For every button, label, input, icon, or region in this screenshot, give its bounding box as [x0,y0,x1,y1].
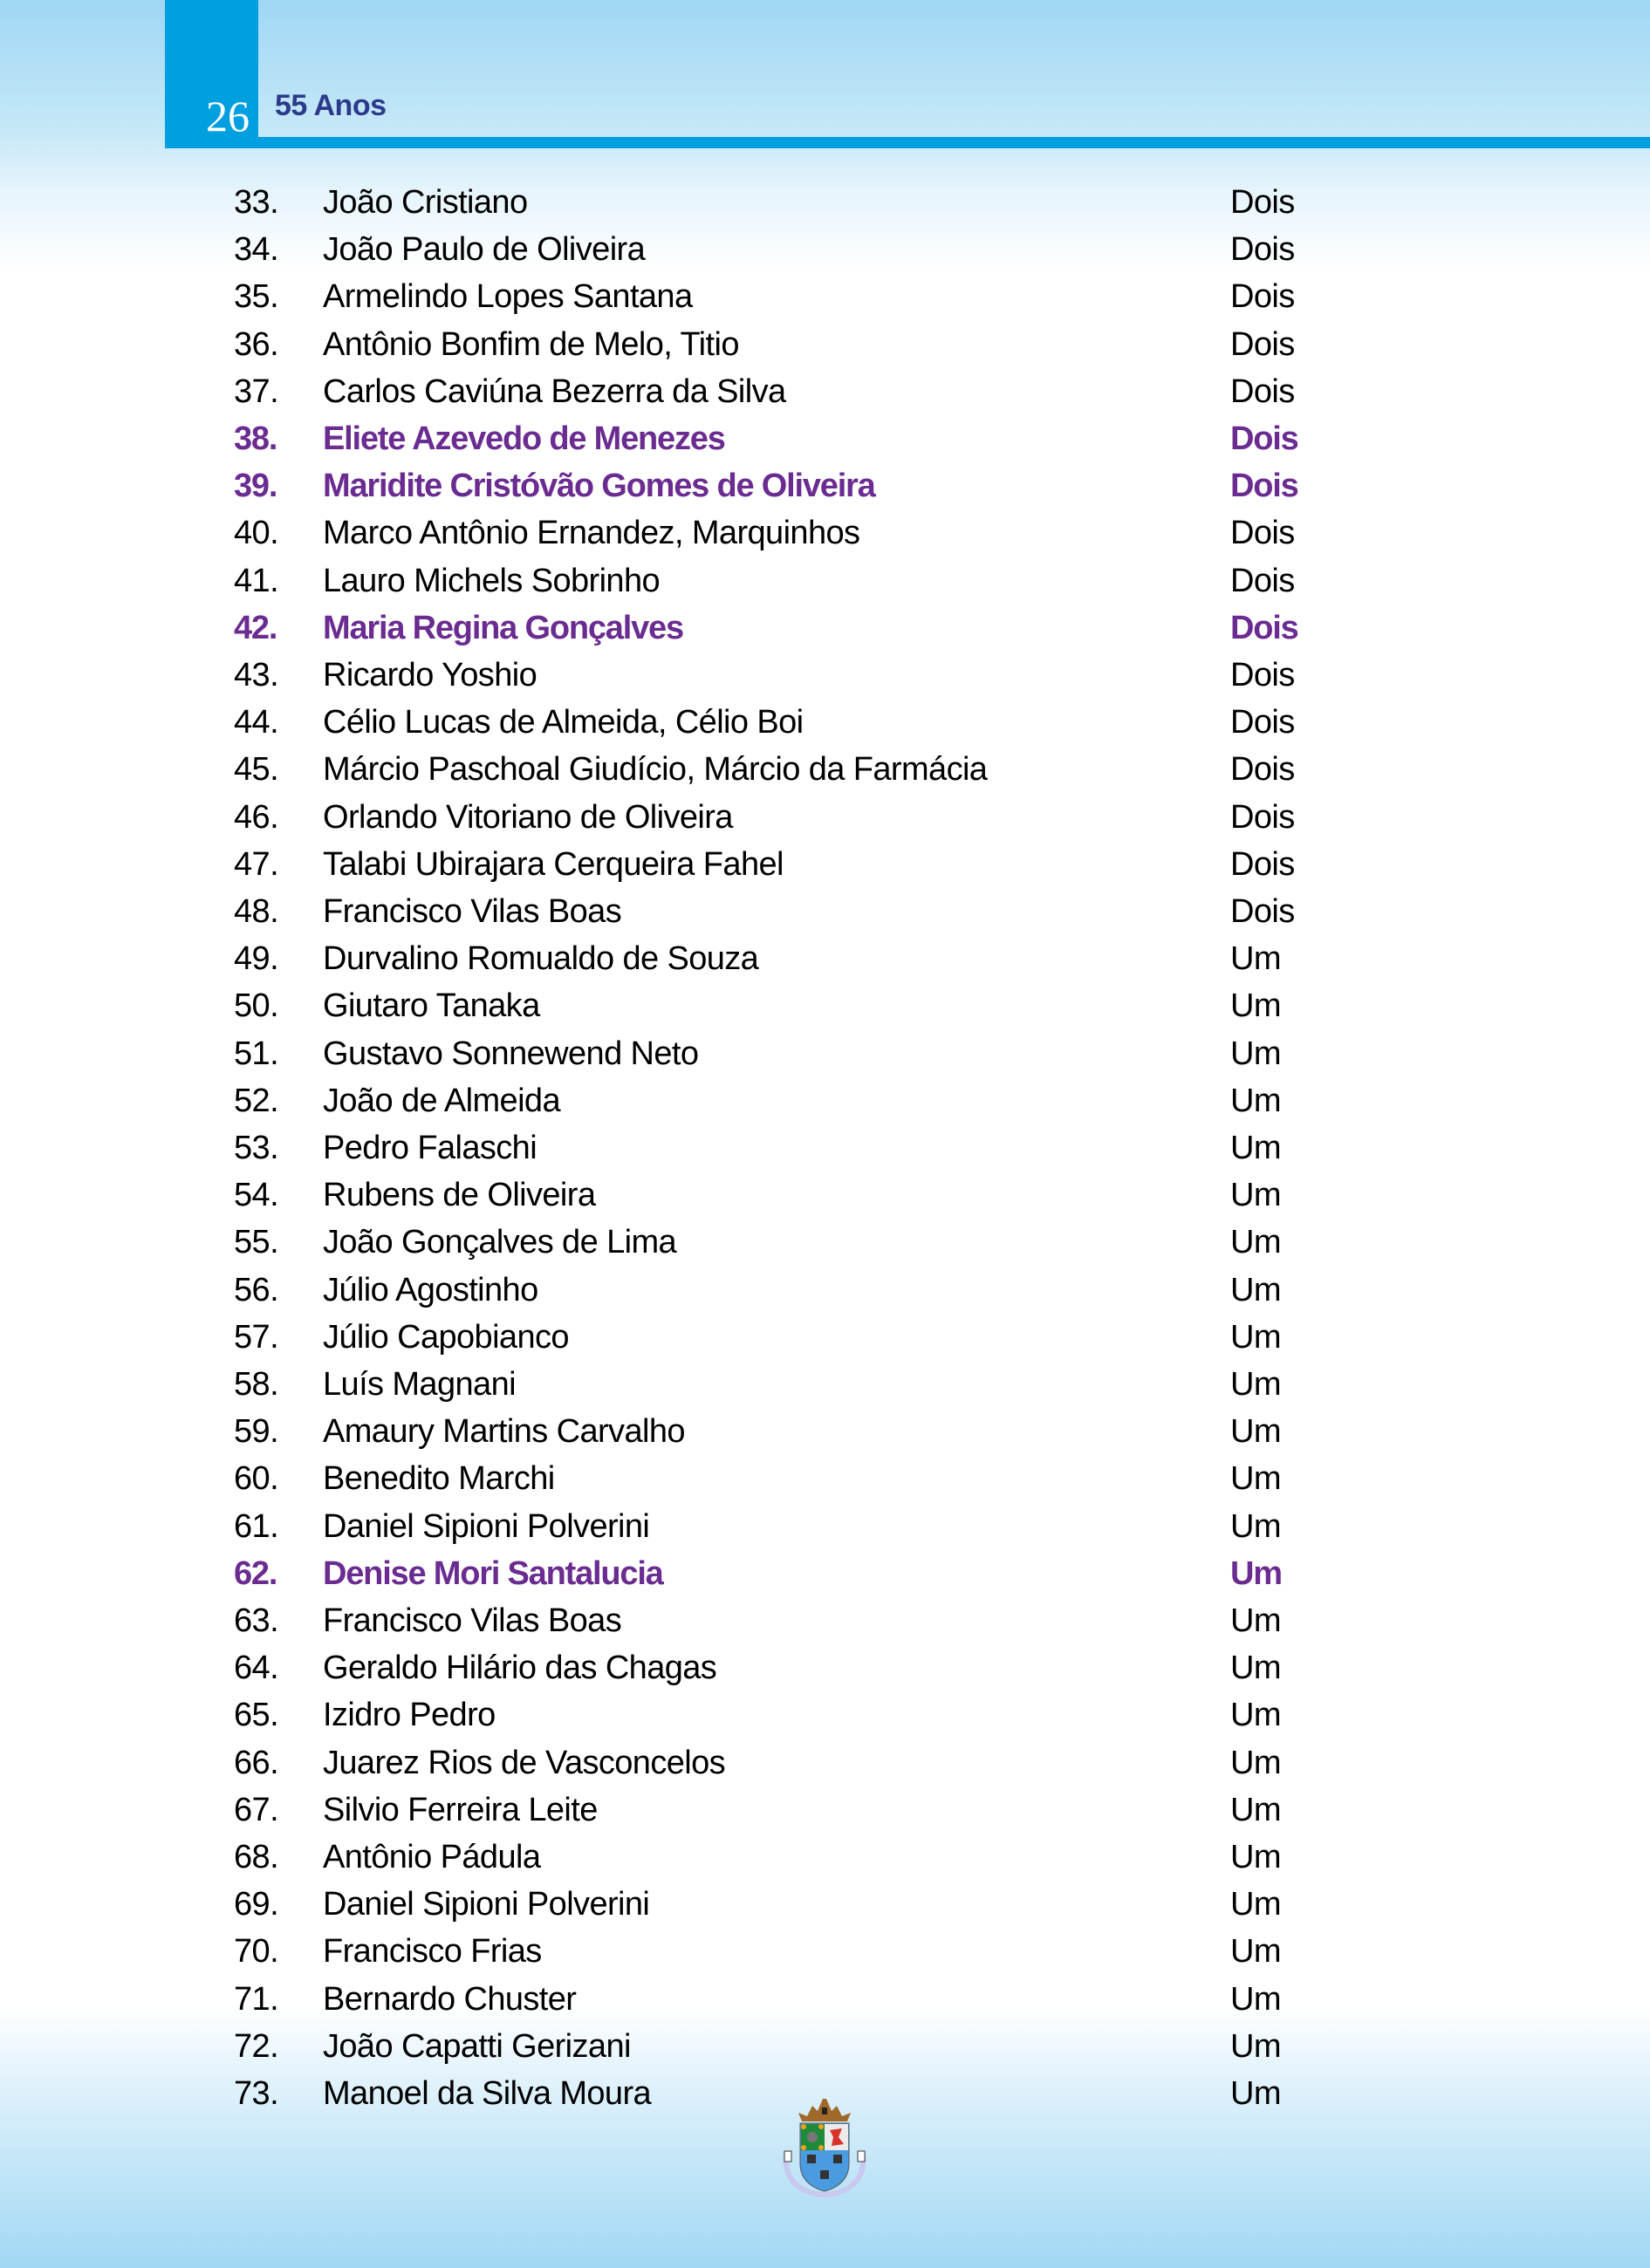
list-item [0,1314,1650,1361]
item-number: 63. [234,1602,279,1639]
item-number: 37. [234,372,279,410]
item-count: Dois [1230,845,1295,883]
item-number: 49. [234,940,279,978]
item-number: 46. [234,798,279,836]
item-name: Márcio Paschoal Giudício, Márcio da Farmácia [323,751,988,789]
item-name: Izidro Pedro [323,1697,496,1734]
item-number: 65. [234,1697,279,1734]
item-number: 42. [234,609,277,646]
item-count: Dois [1230,798,1295,836]
list-item [0,1976,1650,2023]
list-item [0,1691,1650,1739]
item-count: Dois [1230,420,1298,457]
list-item [0,1739,1650,1786]
list-item [0,652,1650,699]
item-count: Um [1230,1130,1281,1166]
item-count: Um [1230,1980,1281,2018]
list-item [0,226,1650,273]
item-name: Carlos Caviúna Bezerra da Silva [323,372,786,410]
item-name: Juarez Rios de Vasconcelos [323,1744,726,1781]
item-name: Daniel Sipioni Polverini [323,1886,650,1923]
item-count: Dois [1230,704,1295,741]
item-count: Um [1230,1650,1281,1687]
item-number: 45. [234,751,279,789]
item-name: Giutaro Tanaka [323,987,540,1025]
item-count: Dois [1230,184,1295,221]
item-number: 50. [234,987,279,1025]
item-count: Um [1230,1602,1281,1639]
item-name: Rubens de Oliveira [323,1177,596,1214]
item-count: Um [1230,1224,1281,1261]
item-name: Silvio Ferreira Leite [323,1791,598,1828]
item-number: 48. [234,893,279,930]
page-number: 26 [206,92,250,140]
item-count: Um [1230,1177,1281,1214]
list-item [0,1881,1650,1928]
item-count: Dois [1230,278,1295,316]
item-number: 59. [234,1413,279,1451]
item-count: Um [1230,1933,1281,1971]
item-number: 62. [234,1554,277,1592]
list-item [0,1786,1650,1834]
item-number: 53. [234,1130,279,1166]
list-item [0,1077,1650,1124]
item-number: 43. [234,657,279,693]
item-name: Marco Antônio Ernandez, Marquinhos [323,515,860,552]
list-item [0,557,1650,605]
item-name: João Capatti Gerizani [323,2027,631,2065]
item-count: Um [1230,1035,1281,1072]
list-item [0,746,1650,793]
item-name: Durvalino Romualdo de Souza [323,940,759,978]
list-item [0,2023,1650,2070]
list-item [0,1124,1650,1172]
item-name: João de Almeida [323,1082,560,1119]
list-item-highlighted [0,462,1650,509]
item-number: 55. [234,1224,279,1261]
item-name: Geraldo Hilário das Chagas [323,1650,717,1687]
item-count: Um [1230,1271,1281,1308]
item-count: Um [1230,1744,1281,1781]
item-name: Luís Magnani [323,1366,516,1403]
item-name: Armelindo Lopes Santana [323,278,693,316]
item-count: Um [1230,1366,1281,1403]
item-number: 52. [234,1082,279,1119]
list-item [0,1361,1650,1408]
item-name: Francisco Vilas Boas [323,1602,622,1639]
list-item [0,1172,1650,1219]
item-number: 73. [234,2075,279,2112]
list-item-highlighted [0,1550,1650,1597]
item-name: Daniel Sipioni Polverini [323,1507,650,1545]
list-item [0,888,1650,935]
item-name: Denise Mori Santalucia [323,1554,663,1592]
list-item [0,273,1650,320]
item-number: 60. [234,1460,279,1498]
item-number: 47. [234,845,279,883]
item-number: 72. [234,2027,279,2065]
item-count: Dois [1230,231,1295,269]
item-name: Antônio Bonfim de Melo, Titio [323,325,739,363]
item-count: Dois [1230,468,1298,505]
list-item [0,1644,1650,1691]
item-name: Francisco Vilas Boas [323,893,622,930]
item-name: Maria Regina Gonçalves [323,609,683,646]
list-item [0,1597,1650,1644]
item-number: 57. [234,1318,279,1356]
item-number: 38. [234,420,277,457]
item-number: 35. [234,278,279,316]
list-item [0,1834,1650,1881]
item-number: 34. [234,231,279,269]
item-count: Dois [1230,515,1295,552]
item-count: Dois [1230,751,1295,789]
item-count: Um [1230,987,1281,1025]
list-item [0,935,1650,982]
item-name: Maridite Cristóvão Gomes de Oliveira [323,468,875,505]
item-count: Um [1230,1791,1281,1828]
item-name: João Paulo de Oliveira [323,231,646,269]
item-name: Júlio Capobianco [323,1318,569,1356]
list-item [0,1928,1650,1975]
list-item [0,1030,1650,1077]
item-number: 51. [234,1035,279,1072]
list-item [0,699,1650,746]
list-item [0,1408,1650,1455]
item-number: 69. [234,1886,279,1923]
item-name: Manoel da Silva Moura [323,2075,652,2112]
item-name: Bernardo Chuster [323,1980,577,2018]
list-item [0,368,1650,415]
running-header-title: 55 Anos [275,89,387,122]
coat-of-arms-icon [781,2094,868,2203]
item-count: Dois [1230,562,1295,599]
item-name: Célio Lucas de Almeida, Célio Boi [323,704,804,741]
item-name: Orlando Vitoriano de Oliveira [323,798,733,836]
item-number: 33. [234,184,279,221]
item-count: Um [1230,1460,1281,1498]
item-name: Ricardo Yoshio [323,657,537,693]
list-item-highlighted [0,605,1650,652]
item-name: Benedito Marchi [323,1460,555,1498]
item-count: Um [1230,1886,1281,1923]
item-count: Um [1230,2075,1281,2112]
item-count: Dois [1230,609,1298,646]
item-count: Dois [1230,372,1295,410]
item-name: Talabi Ubirajara Cerqueira Fahel [323,845,784,883]
list-item [0,321,1650,368]
item-number: 54. [234,1177,279,1214]
item-count: Um [1230,1413,1281,1451]
item-count: Um [1230,940,1281,978]
item-count: Um [1230,1697,1281,1734]
item-number: 71. [234,1980,279,2018]
list-item [0,1219,1650,1266]
list-item [0,841,1650,888]
item-number: 36. [234,325,279,363]
item-number: 56. [234,1271,279,1308]
list-item [0,179,1650,226]
item-number: 70. [234,1933,279,1971]
list-item [0,794,1650,841]
item-count: Um [1230,1318,1281,1356]
item-number: 58. [234,1366,279,1403]
item-name: Amaury Martins Carvalho [323,1413,685,1451]
item-name: Antônio Pádula [323,1839,541,1875]
item-name: Pedro Falaschi [323,1130,537,1166]
item-count: Dois [1230,325,1295,363]
item-number: 41. [234,562,279,599]
item-number: 66. [234,1744,279,1781]
item-name: João Cristiano [323,184,528,221]
item-name: Gustavo Sonnewend Neto [323,1035,699,1072]
page-number-box [165,0,258,148]
item-number: 67. [234,1791,279,1828]
item-number: 44. [234,704,279,741]
item-count: Dois [1230,893,1295,930]
list-item [0,1455,1650,1502]
list-item [0,1503,1650,1550]
item-count: Dois [1230,657,1295,693]
list-item [0,982,1650,1029]
item-count: Um [1230,1082,1281,1119]
item-number: 61. [234,1507,279,1545]
item-name: Eliete Azevedo de Menezes [323,420,725,457]
item-name: Lauro Michels Sobrinho [323,562,661,599]
item-name: Júlio Agostinho [323,1271,538,1308]
list-item [0,1267,1650,1314]
item-name: Francisco Frias [323,1933,542,1971]
item-count: Um [1230,2027,1281,2065]
list-item-highlighted [0,415,1650,462]
item-name: João Gonçalves de Lima [323,1224,677,1261]
item-number: 39. [234,468,277,505]
header-rule [258,137,1650,148]
item-number: 40. [234,515,279,552]
item-count: Um [1230,1507,1281,1545]
item-count: Um [1230,1554,1282,1592]
item-count: Um [1230,1839,1281,1875]
list-item [0,509,1650,557]
item-number: 68. [234,1839,279,1875]
item-number: 64. [234,1650,279,1687]
